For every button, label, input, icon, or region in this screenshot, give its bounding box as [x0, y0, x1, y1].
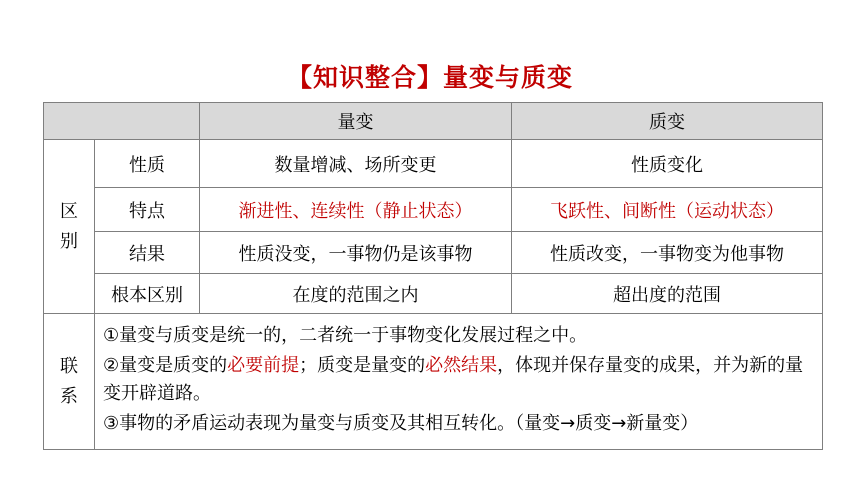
lianxi-line-2-part-c: ；质变是量变的 [299, 355, 426, 376]
row-name-nature: 性质 [95, 140, 200, 188]
nature-qual: 性质变化 [512, 140, 823, 188]
feature-qual: 飞跃性、间断性（运动状态） [512, 188, 823, 232]
header-blank-cell [44, 103, 200, 140]
lianxi-line-2 [103, 352, 816, 408]
lianxi-emphasis-result: 必然结果 [425, 355, 498, 376]
lianxi-line-1: ①量变与质变是统一的，二者统一于事物变化发展过程之中。 [103, 325, 588, 346]
feature-quant: 渐进性、连续性（静止状态） [200, 188, 512, 232]
row-name-result: 结果 [95, 232, 200, 274]
row-name-fundamental: 根本区别 [95, 274, 200, 314]
lianxi-line-3: ③事物的矛盾运动表现为量变与质变及其相互转化。（量变→质变→新量变） [103, 413, 699, 434]
result-quant: 性质没变，一事物仍是该事物 [200, 232, 512, 274]
fundamental-quant: 在度的范围之内 [200, 274, 512, 314]
result-qual: 性质改变，一事物变为他事物 [512, 232, 823, 274]
header-quantitative: 量变 [200, 103, 512, 140]
lianxi-line-2-part-a: ②量变是质变的 [103, 355, 228, 376]
header-qualitative: 质变 [512, 103, 823, 140]
lianxi-emphasis-prerequisite: 必要前提 [227, 355, 300, 376]
comparison-table [43, 102, 823, 450]
row-name-feature: 特点 [95, 188, 200, 232]
qubie-label [44, 140, 95, 314]
lianxi-content [95, 314, 823, 450]
page-title: 【知识整合】量变与质变 [286, 63, 573, 92]
lianxi-line-2-part-e: ，体现并保存量变的成果，并为新的量变开辟道路。 [103, 355, 804, 404]
fundamental-qual: 超出度的范围 [512, 274, 823, 314]
lianxi-label [44, 314, 95, 450]
lianxi-label-text: 联系 [60, 355, 78, 407]
nature-quant: 数量增减、场所变更 [200, 140, 512, 188]
qubie-label-text: 区别 [60, 200, 78, 252]
